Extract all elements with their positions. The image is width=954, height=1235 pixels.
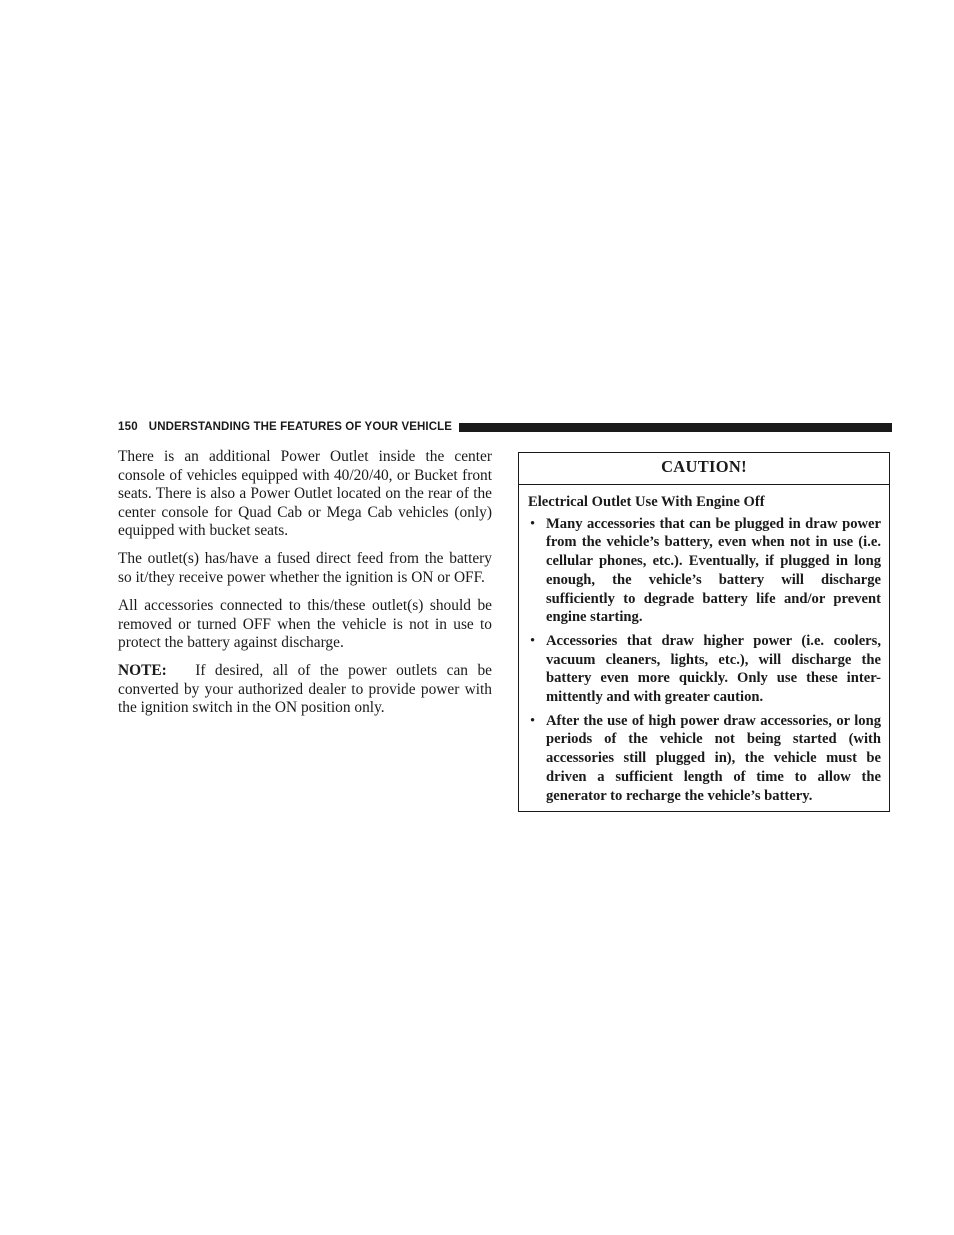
page-number: 150	[118, 421, 138, 433]
caution-item-text: Accessories that draw higher power (i.e. coolers, vacuum cleaners, lights, etc.), will discharge the battery even more quickly. Only use these inter-mittently and with greater caution.	[546, 632, 881, 706]
caution-body	[519, 485, 889, 805]
note-paragraph	[118, 662, 492, 718]
caution-box	[518, 452, 890, 812]
caution-item-text: Many accessories that can be plugged in draw power from the vehicle’s battery, even when not in use (i.e. cellular phones, etc.). Eventually, if plugged in long enough, the vehicle’s battery will discharge sufficiently to degrade battery life and/or prevent engine starting.	[546, 515, 881, 626]
list-item	[528, 712, 881, 806]
paragraph-accessories: All accessories connected to this/these outlet(s) should be removed or turned OFF when the vehicle is not in use to protect the battery against discharge.	[118, 596, 492, 652]
list-item	[528, 515, 881, 627]
note-label: NOTE:	[118, 662, 167, 680]
paragraph-fused-feed: The outlet(s) has/have a fused direct feed from the battery so it/they receive power whether the ignition is ON or OFF.	[118, 550, 492, 586]
header-rule	[459, 423, 892, 432]
list-item	[528, 632, 881, 707]
caution-subtitle: Electrical Outlet Use With Engine Off	[528, 494, 765, 510]
page-header	[118, 419, 892, 435]
caution-list	[528, 515, 881, 806]
note-text: If desired, all of the power outlets can be converted by your authorized dealer to provide power with the ignition switch in the ON position only.	[118, 662, 492, 717]
body-column	[118, 448, 492, 727]
caution-title: CAUTION!	[519, 453, 889, 485]
paragraph-center-console-outlet: There is an additional Power Outlet inside the center console of vehicles equipped with 40/20/40, or Bucket front seats. There is also a Power Outlet located on the rear of the center console for Quad Cab or Mega Cab vehicles (only) equipped with bucket seats.	[118, 448, 492, 540]
section-title: UNDERSTANDING THE FEATURES OF YOUR VEHICLE	[148, 421, 453, 433]
caution-item-text: After the use of high power draw accessories, or long periods of the vehicle not being started (with accessories still plugged in), the vehicle must be driven a sufficient length of time to allow the generator to recharge the vehicle’s battery.	[546, 712, 881, 804]
bullet-icon: •	[530, 515, 536, 532]
bullet-icon: •	[530, 712, 536, 729]
bullet-icon: •	[530, 632, 536, 649]
